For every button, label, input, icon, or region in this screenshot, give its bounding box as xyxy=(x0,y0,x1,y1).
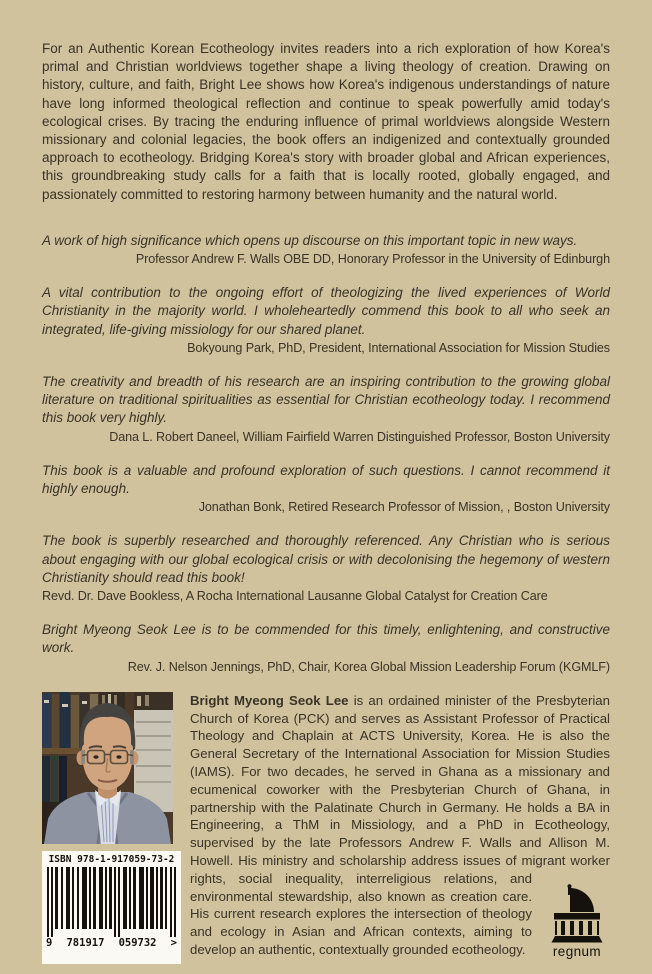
barcode-arrow: > xyxy=(170,936,177,949)
isbn-barcode xyxy=(42,851,181,964)
endorsement-walls xyxy=(42,232,610,268)
author-media-column xyxy=(42,692,181,964)
endorsement-bonk xyxy=(42,462,610,517)
endorsement-park xyxy=(42,284,610,357)
book-synopsis: For an Authentic Korean Ecotheology invites readers into a rich exploration of how Korea's primal and Christian worldviews together shape a living theology of creation. Drawing on history, culture, and faith, Bright Lee shows how Korea's indigenous understandings of nature have long informed theological reflection and continue to speak powerfully amid today's ecological crises. By tracing the enduring influence of primal worldviews alongside Western missionary and colonial legacies, the book offers an indigenized and contextually grounded approach to ecotheology. Bridging Korea's story with broader global and African experiences, this groundbreaking study calls for a faith that is locally rooted, globally engaged, and passionately committed to restoring harmony between humanity and the natural world. xyxy=(42,41,610,202)
endorsement-quote: The creativity and breadth of his research are an inspiring contribution to the growing global literature on traditional spiritualities as essential for Christian ecotheology today. I recommend this book very highly. xyxy=(42,374,610,426)
endorsement-attribution: Rev. J. Nelson Jennings, PhD, Chair, Korea Global Mission Leadership Forum (KGMLF) xyxy=(127,659,610,674)
barcode-digits xyxy=(42,937,181,949)
author-photo xyxy=(42,692,173,844)
endorsement-attribution: Bokyoung Park, PhD, President, International Association for Mission Studies xyxy=(187,340,610,355)
endorsement-robert xyxy=(42,373,610,446)
endorsement-attribution: Dana L. Robert Daneel, William Fairfield Warren Distinguished Professor, Boston University xyxy=(109,429,610,444)
endorsement-quote: This book is a valuable and profound exploration of such questions. I cannot recommend it highly enough. xyxy=(42,462,610,497)
regnum-building-icon xyxy=(550,884,604,943)
endorsement-quote: The book is superbly researched and thoroughly referenced. Any Christian who is serious about engaging with our global ecological crisis or with decolonising the hegemony of western Christianity should read this book! xyxy=(42,533,610,585)
barcode-bars xyxy=(45,867,178,939)
author-section xyxy=(42,692,610,964)
author-name: Bright Myeong Seok Lee xyxy=(190,692,349,708)
barcode-digit-group1: 781917 xyxy=(66,936,105,949)
isbn-label: ISBN 978-1-917059-73-2 xyxy=(48,853,175,865)
paper-stack xyxy=(134,692,173,812)
endorsement-bookless xyxy=(42,532,610,605)
barcode-digit-group2: 059732 xyxy=(118,936,157,949)
barcode-digit-left: 9 xyxy=(46,936,53,949)
endorsement-quote: A work of high significance which opens up discourse on this important topic in new ways. xyxy=(42,232,578,248)
endorsement-attribution: Professor Andrew F. Walls OBE DD, Honorary Professor in the University of Edinburgh xyxy=(135,252,610,267)
endorsement-attribution: Jonathan Bonk, Retired Research Professor of Mission, , Boston University xyxy=(198,500,610,515)
endorsement-quote: Bright Myeong Seok Lee is to be commended for this timely, enlightening, and constructive work. xyxy=(42,622,610,656)
publisher-name: regnum xyxy=(552,943,602,959)
endorsement-jennings xyxy=(42,621,610,676)
author-bio-body: is an ordained minister of the Presbyterian Church of Korea (PCK) and serves as Assistant Professor of Practical Theology and Chaplain at ACTS University, Korea. He is also the General Secretary of the International Association for Mission Studies (IAMS). For two decades, he served in Ghana as a missionary and ecumenical coworker with the Presbyterian Church of Ghana, in partnership with the Palatinate Church in Germany. He holds a BA in Engineering, a ThM in Missiology, and a PhD in Ecotheology, supervised by the late Professors Andrew F. Walls and Allison M. Howell. His ministry and scholarship address issues of migrant worker rights, social inequality, interreligious relations, and environmental stewardship, also known as creation care. His current research explores the intersection of theology and ecology in Asian and African contexts, aiming to develop an authentic, contextually grounded ecotheology. xyxy=(190,692,610,958)
endorsement-attribution: Revd. Dr. Dave Bookless, A Rocha International Lausanne Global Catalyst for Creation Care xyxy=(42,589,548,604)
endorsement-quote: A vital contribution to the ongoing effort of theologizing the lived experiences of World Christianity in the majority world. I wholeheartedly commend this book to all who seek an integrated, life-giving missiology for our shared planet. xyxy=(42,285,610,337)
publisher-logo xyxy=(544,884,610,959)
